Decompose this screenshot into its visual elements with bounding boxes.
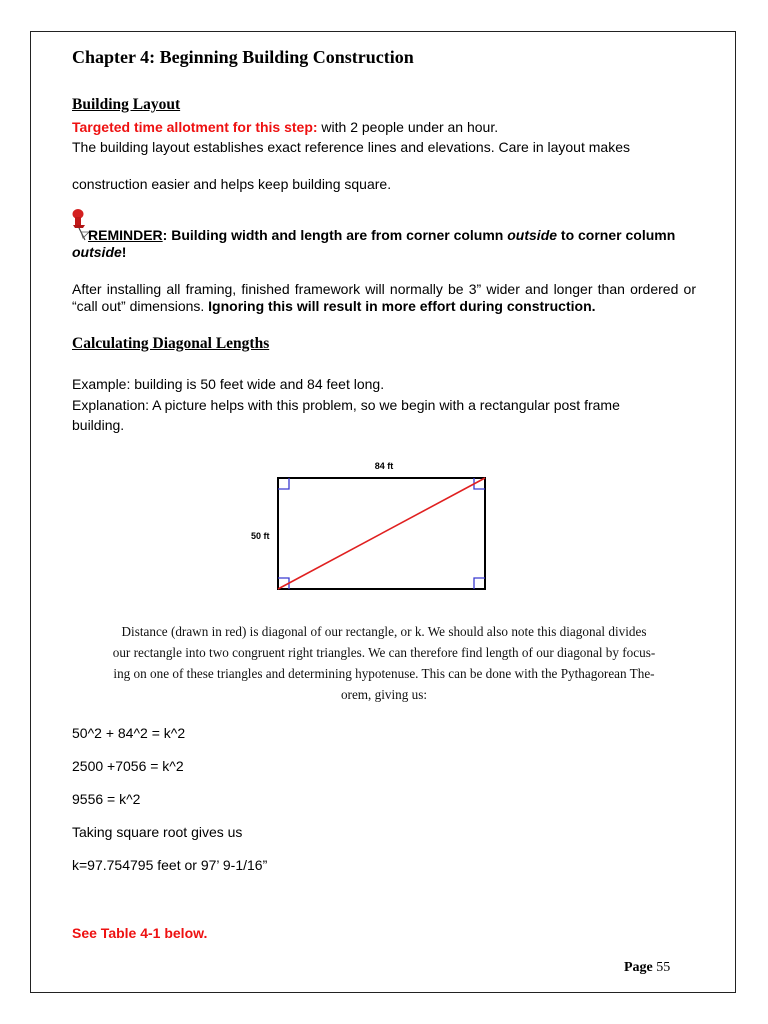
table-reference: See Table 4-1 below. <box>72 925 208 941</box>
diagonal-line <box>278 478 485 589</box>
page-label: Page <box>624 960 653 975</box>
corner-marker-top-left <box>278 478 289 489</box>
explanation-line-2: building. <box>72 417 125 433</box>
rectangle-diagram <box>245 452 505 602</box>
time-allotment-value: with 2 people under an hour. <box>317 119 499 135</box>
diagram-width-label: 84 ft <box>374 461 394 471</box>
time-allotment-line <box>72 119 498 135</box>
reminder-label: REMINDER <box>88 227 163 243</box>
diagonal-description <box>68 621 700 705</box>
time-allotment-label: Targeted time allotment for this step: <box>72 119 318 135</box>
page-footer <box>624 960 670 976</box>
description-line-4: orem, giving us: <box>340 687 428 702</box>
layout-paragraph-line-2: construction easier and helps keep building square. <box>72 176 392 192</box>
diagram-height-label: 50 ft <box>251 531 270 541</box>
equation-2: 2500 +7056 = k^2 <box>72 758 184 774</box>
framing-note: After installing all framing, finished framework will normally be 3” wider and longer than ordered or “call out” dimensions. Ignoring this will result in more effort during construction. <box>72 281 696 314</box>
description-line-2: our rectangle into two congruent right triangles. We can therefore find length of our diagonal by focus- <box>112 645 656 660</box>
equation-1: 50^2 + 84^2 = k^2 <box>72 725 186 741</box>
corner-marker-bottom-right <box>474 578 485 589</box>
example-line: Example: building is 50 feet wide and 84 feet long. <box>72 376 385 392</box>
section-heading-diagonal-lengths: Calculating Diagonal Lengths <box>72 335 270 352</box>
explanation-line-1: Explanation: A picture helps with this problem, so we begin with a rectangular post frame <box>72 397 620 413</box>
description-line-1: Distance (drawn in red) is diagonal of our rectangle, or k. We should also note this diagonal divides <box>121 624 647 639</box>
equation-3: 9556 = k^2 <box>72 791 141 807</box>
section-heading-building-layout: Building Layout <box>72 96 181 113</box>
reminder-text: REMINDER: Building width and length are from corner column outside to corner column outside! <box>72 227 676 260</box>
description-line-3: ing on one of these triangles and determining hypotenuse. This can be done with the Pythagorean The- <box>113 666 655 681</box>
equation-5: k=97.754795 feet or 97’ 9-1/16” <box>72 857 268 873</box>
page-number: 55 <box>656 960 671 975</box>
equation-4: Taking square root gives us <box>72 824 243 840</box>
layout-paragraph-line-1: The building layout establishes exact reference lines and elevations. Care in layout makes <box>72 139 630 155</box>
chapter-title: Chapter 4: Beginning Building Construction <box>72 47 414 67</box>
